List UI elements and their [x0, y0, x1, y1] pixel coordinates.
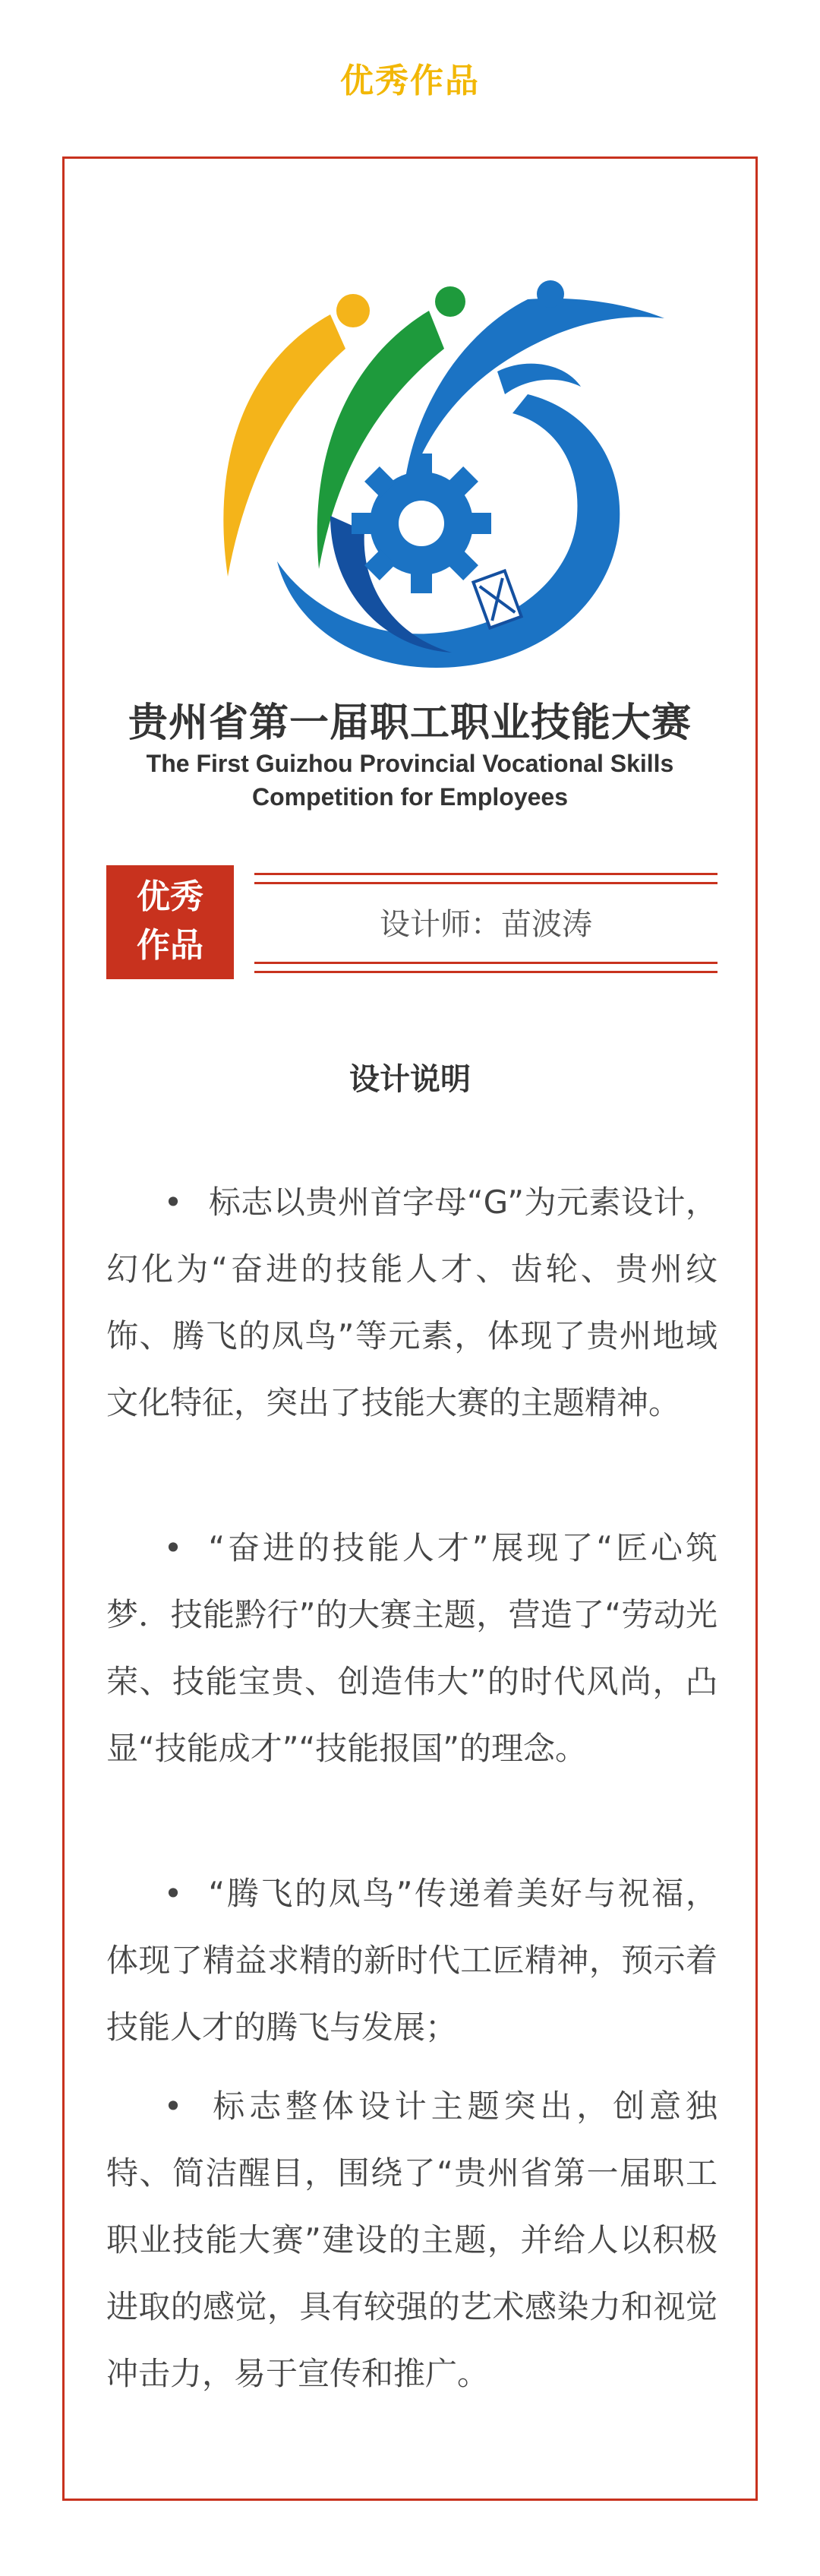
page-title: 优秀作品: [340, 62, 480, 100]
bullet-icon: •: [163, 1184, 183, 1221]
bullet-icon: •: [163, 1529, 183, 1566]
award-badge: [106, 865, 234, 979]
logo-title-english-line2: Competition for Employees: [251, 783, 569, 811]
paragraph-text: 标志以贵州首字母“G”为元素设计，幻化为“奋进的技能人才、齿轮、贵州纹饰、腾飞的凤鸟”等元素，体现了贵州地域文化特征，突出了技能大赛的主题精神。: [106, 1184, 718, 1421]
logo-title-chinese: 贵州省第一届职工职业技能大赛: [128, 700, 692, 746]
paragraph-text: “奋进的技能人才”展现了“匠心筑梦．技能黔行”的大赛主题，营造了“劳动光荣、技能宝贵、创造伟大”的时代风尚，凸显“技能成才”“技能报国”的理念。: [106, 1529, 718, 1767]
award-badge-line1: 优秀: [137, 877, 203, 916]
bullet-icon: •: [163, 1875, 183, 1912]
designer-name: 设计师：苗波涛: [380, 907, 592, 942]
logo-title-english-line1: The First Guizhou Provincial Vocational Skills: [146, 750, 674, 777]
competition-logo: [102, 242, 718, 888]
description-paragraph: [106, 1860, 718, 2061]
divider-bottom-1: [254, 962, 718, 964]
paragraph-text: “腾飞的凤鸟”传递着美好与祝福，体现了精益求精的新时代工匠精神，预示着技能人才的腾飞与发展；: [106, 1875, 718, 2046]
divider-top-2: [254, 882, 718, 884]
paragraph-text: 标志整体设计主题突出，创意独特、简洁醒目，围绕了“贵州省第一届职工职业技能大赛”建设的主题，并给人以积极进取的感觉，具有较强的艺术感染力和视觉冲击力，易于宣传和推广。: [106, 2088, 718, 2392]
description-paragraph: [106, 1515, 718, 1782]
award-badge-line2: 作品: [137, 926, 203, 965]
bullet-icon: •: [163, 2088, 183, 2125]
description-paragraph: [106, 1169, 718, 1437]
logo-emblem-icon: [102, 242, 718, 744]
divider-top-1: [254, 873, 718, 875]
divider-bottom-2: [254, 971, 718, 973]
section-heading: 设计说明: [349, 1062, 471, 1097]
designer-box: [254, 873, 718, 973]
content-frame: [62, 156, 758, 2501]
description-paragraph: [106, 2073, 718, 2407]
